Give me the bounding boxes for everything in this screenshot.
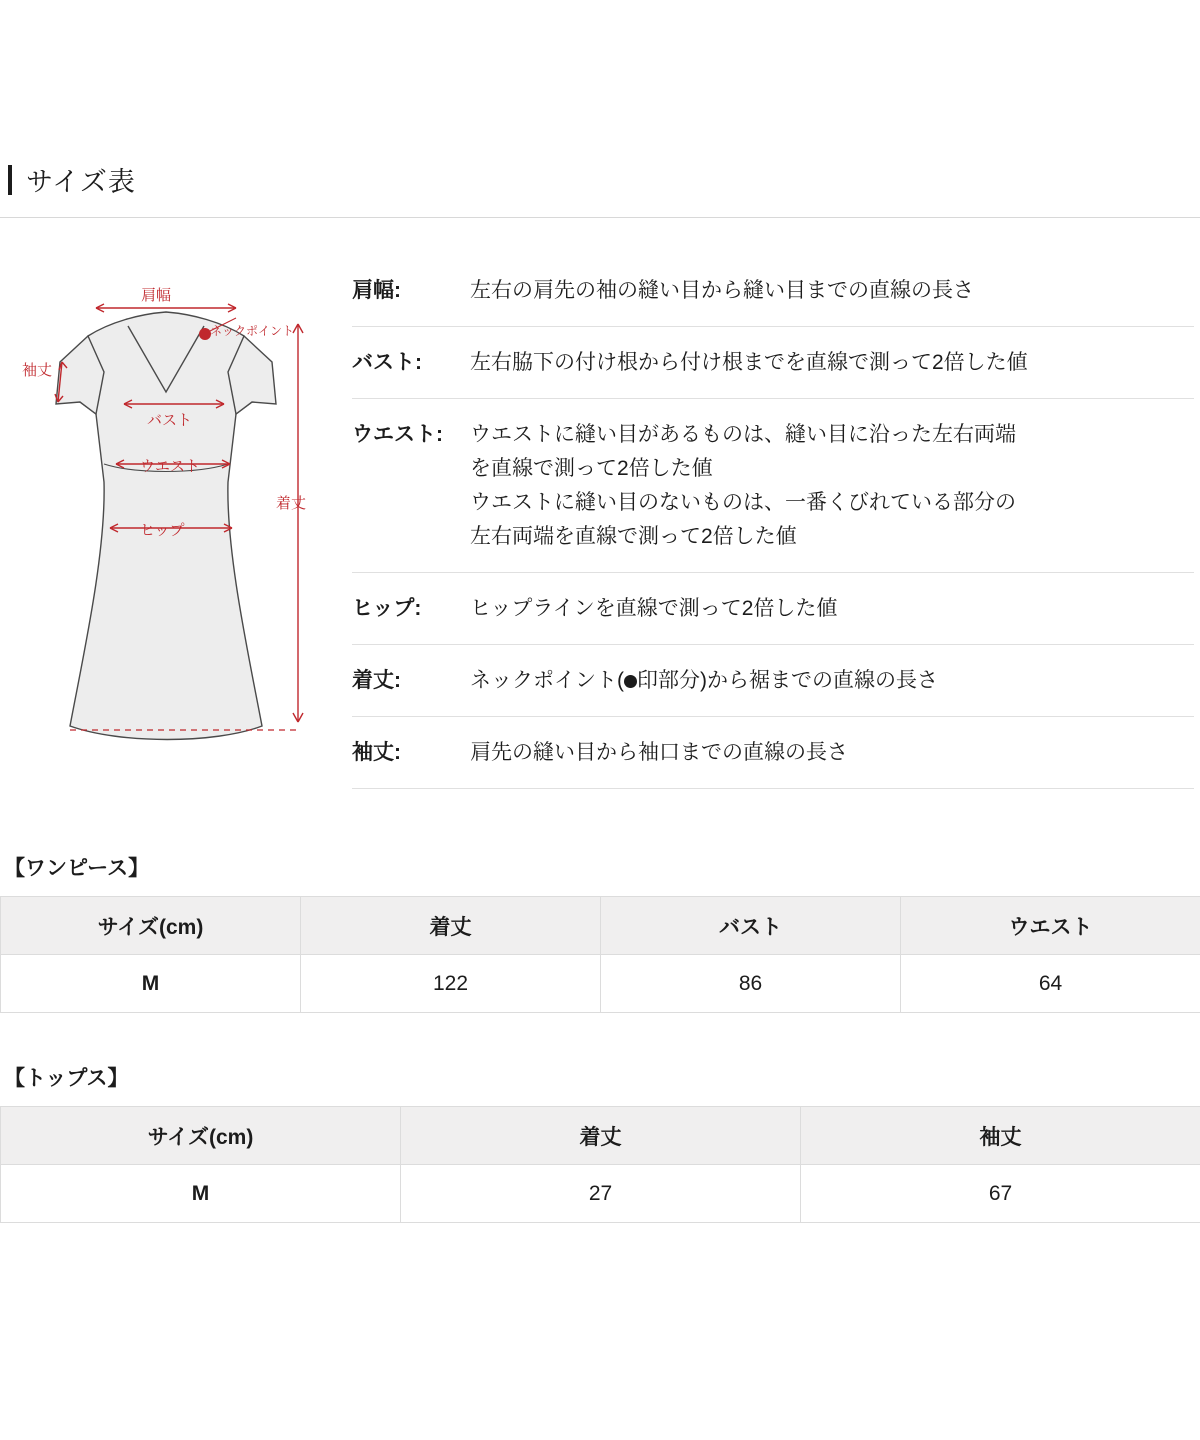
table-cell-value: 64 (901, 955, 1200, 1013)
definition-row-hip (352, 573, 1194, 645)
table-header-cell: 着丈 (401, 1107, 801, 1165)
definition-line: 肩先の縫い目から袖口までの直線の長さ (470, 741, 848, 765)
definition-description (470, 274, 1194, 308)
table-row (1, 955, 1200, 1013)
figure-label-waist: ウエスト (140, 458, 201, 475)
table-header-cell: 袖丈 (801, 1107, 1200, 1165)
dress-size-table-block (0, 852, 1200, 1013)
figure-label-length: 着丈 (276, 495, 307, 512)
definition-term: 袖丈: (352, 741, 401, 765)
definition-text-suffix: 印部分)から裾までの直線の長さ (637, 669, 938, 693)
table-cell-value: 67 (801, 1165, 1200, 1223)
page-title (0, 160, 1200, 199)
table-cell-value: 122 (301, 955, 601, 1013)
table-row (1, 1165, 1200, 1223)
table-header-cell: サイズ(cm) (1, 1107, 401, 1165)
table-cell-size: M (1, 955, 301, 1013)
table-cell-value: 27 (401, 1165, 801, 1223)
tops-table-label: 【トップス】 (4, 1067, 129, 1090)
table-header-cell: サイズ(cm) (1, 897, 301, 955)
definition-description (470, 592, 1194, 626)
definition-term: 着丈: (352, 669, 401, 693)
definition-line: 左右の肩先の袖の縫い目から縫い目までの直線の長さ (470, 279, 974, 302)
dress-illustration-svg (0, 252, 352, 782)
definition-term: ヒップ: (352, 597, 422, 621)
table-header-cell: 着丈 (301, 897, 601, 955)
definition-row-length (352, 645, 1194, 717)
dress-diagram (0, 252, 352, 789)
definition-row-sleeve (352, 717, 1194, 789)
tops-size-table-block (0, 1062, 1200, 1223)
definition-line: を直線で測って2倍した値 (470, 457, 713, 481)
table-header-row (1, 1107, 1200, 1165)
table-header-row (1, 897, 1200, 955)
definition-line: ヒップラインを直線で測って2倍した値 (470, 597, 838, 621)
definition-row-bust (352, 327, 1194, 399)
figure-label-shoulder: 肩幅 (141, 287, 172, 304)
definition-list (352, 252, 1200, 789)
definition-text-prefix: ネックポイント( (470, 669, 624, 693)
definition-line (470, 664, 1194, 698)
neck-point-marker-icon (624, 675, 637, 688)
table-header-cell: バスト (601, 897, 901, 955)
title-divider (0, 217, 1200, 218)
title-accent-bar (8, 165, 12, 195)
figure-label-neck-point: ネックポイント (210, 324, 295, 338)
definition-row-waist (352, 399, 1194, 573)
page-title-text: サイズ表 (26, 167, 136, 197)
definition-line: ウエストに縫い目があるものは、縫い目に沿った左右両端 (470, 423, 1016, 447)
table-cell-size: M (1, 1165, 401, 1223)
figure-label-bust: バスト (147, 412, 193, 429)
tops-size-table (0, 1106, 1200, 1223)
definition-line: 左右脇下の付け根から付け根までを直線で測って2倍した値 (470, 351, 1028, 375)
table-header-cell: ウエスト (901, 897, 1200, 955)
definition-description (470, 664, 1194, 698)
definition-term: 肩幅: (352, 279, 401, 302)
definition-line: ウエストに縫い目のないものは、一番くびれている部分の (470, 491, 1016, 515)
definition-term: ウエスト: (352, 423, 443, 447)
definition-term: バスト: (352, 351, 422, 375)
measurement-guide (0, 252, 1200, 789)
figure-label-hip: ヒップ (140, 522, 185, 539)
table-cell-value: 86 (601, 955, 901, 1013)
definition-line: 左右両端を直線で測って2倍した値 (470, 525, 797, 549)
section-header (0, 160, 1200, 218)
definition-description (470, 418, 1194, 554)
definition-row-shoulder (352, 252, 1194, 327)
definition-description (470, 346, 1194, 380)
definition-description (470, 736, 1194, 770)
dress-table-label: 【ワンピース】 (4, 857, 150, 880)
figure-label-sleeve: 袖丈 (22, 362, 53, 379)
dress-size-table (0, 896, 1200, 1013)
